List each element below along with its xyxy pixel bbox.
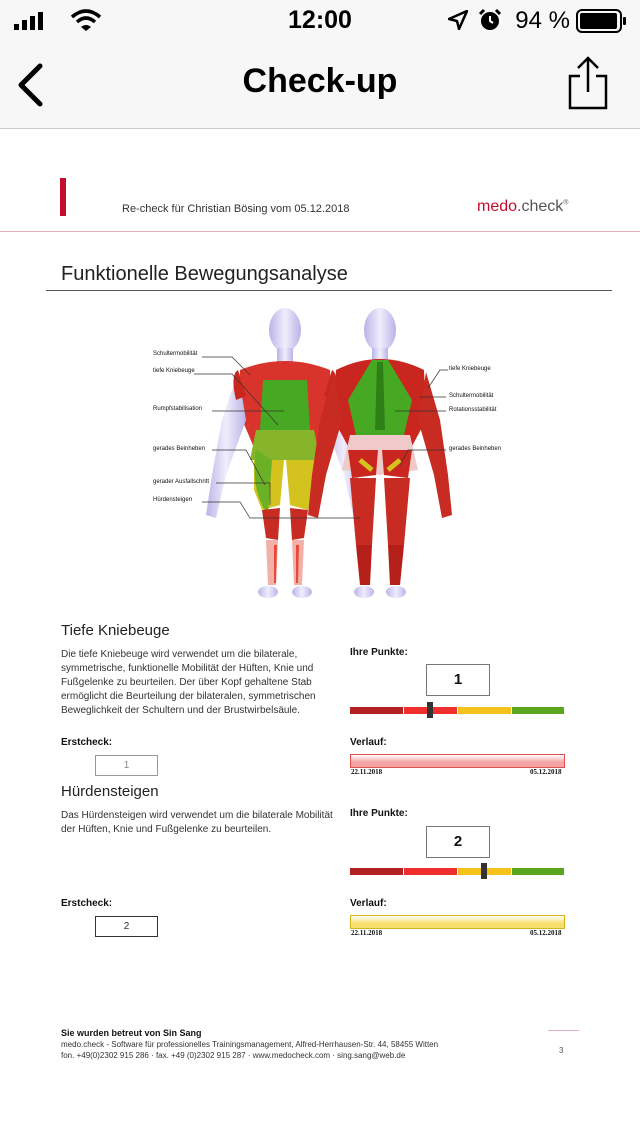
figure-label-left-3: Rumpfstabilisation (153, 406, 203, 412)
figure-label-left-1: Schultermobilität (153, 351, 198, 357)
footer-company: medo.check - Software für professionelles Trainingsmanagement, Alfred-Herrhausen-Str. 44, 58455 Witten (61, 1040, 439, 1049)
share-icon[interactable] (566, 56, 610, 112)
score-scale (350, 868, 564, 875)
figure-label-right-3: Rotationsstabilität (449, 407, 497, 413)
verlauf-to-date: 05.12.2018 (530, 929, 562, 937)
verlauf-bar (350, 915, 565, 929)
header-red-bar (60, 178, 66, 216)
verlauf-label: Verlauf: (350, 737, 387, 748)
back-body (308, 308, 452, 598)
brand-mark: ® (563, 199, 569, 207)
brand-logo (477, 198, 568, 216)
scale-segment-1 (350, 868, 403, 875)
page-number: 3 (559, 1046, 564, 1055)
figure-label-left-2: tiefe Kniebeuge (153, 368, 195, 374)
recheck-header-text: Re-check für Christian Bösing vom 05.12.2018 (122, 203, 350, 215)
footer-trainer: Sie wurden betreut von Sin Sang (61, 1028, 202, 1038)
erstcheck-value-box: 2 (95, 916, 158, 937)
figure-label-left-5: gerader Ausfallschritt (153, 479, 210, 485)
points-label: Ihre Punkte: (350, 647, 408, 658)
points-value-box: 1 (426, 664, 490, 696)
section-divider (46, 290, 612, 291)
alarm-icon (478, 8, 502, 32)
section-title: Funktionelle Bewegungsanalyse (61, 263, 348, 285)
status-time: 12:00 (288, 6, 352, 34)
score-scale (350, 707, 564, 714)
status-bar (0, 0, 640, 40)
score-marker (481, 863, 487, 879)
exercise-title: Tiefe Kniebeuge (61, 622, 170, 639)
figure-label-left-6: Hürdensteigen (153, 497, 193, 503)
figure-label-right-2: Schultermobilität (449, 393, 494, 399)
brand-part2: .check (517, 198, 564, 215)
points-value-box: 2 (426, 826, 490, 858)
score-marker (427, 702, 433, 718)
nav-title: Check-up (242, 62, 398, 100)
scale-segment-4 (512, 868, 564, 875)
scale-segment-1 (350, 707, 403, 714)
scale-segment-4 (512, 707, 564, 714)
scale-segment-2 (404, 868, 457, 875)
battery-percent: 94 % (515, 7, 570, 34)
battery-icon (576, 9, 628, 33)
verlauf-to-date: 05.12.2018 (530, 768, 562, 776)
erstcheck-label: Erstcheck: (61, 737, 113, 748)
exercise-description: Das Hürdensteigen wird verwendet um die bilaterale Mobilität der Hüften, Knie und Fußgelenke zu beurteilen. (61, 810, 333, 835)
brand-part1: medo (477, 198, 518, 215)
footer-contact: fon. +49(0)2302 915 286 · fax. +49 (0)2302 915 287 · www.medocheck.com · sing.sang@web.de (61, 1051, 406, 1060)
footer-divider (548, 1030, 579, 1031)
location-arrow-icon (448, 10, 468, 30)
figure-label-right-4: gerades Beinheben (449, 446, 502, 452)
exercise-title: Hürdensteigen (61, 783, 159, 800)
anatomy-figure (150, 300, 520, 605)
verlauf-label: Verlauf: (350, 898, 387, 909)
erstcheck-value-box: 1 (95, 755, 158, 776)
verlauf-from-date: 22.11.2018 (351, 768, 383, 776)
scale-segment-3 (458, 707, 511, 714)
figure-label-right-1: tiefe Kniebeuge (449, 366, 491, 372)
front-body (206, 308, 364, 598)
figure-label-left-4: gerades Beinheben (153, 446, 206, 452)
verlauf-from-date: 22.11.2018 (351, 929, 383, 937)
erstcheck-label: Erstcheck: (61, 898, 113, 909)
points-label: Ihre Punkte: (350, 808, 408, 819)
exercise-description: Die tiefe Kniebeuge wird verwendet um die bilaterale, symmetrische, funktionelle Mobilität der Hüften, Knie und Fußgelenke zu beurteilen. Der über Kopf gehaltene Stab ermöglicht die Beurteilung der bilateralen, symmetrischen Beweglichkeit der Schultern und der Brustwirbelsäule. (61, 649, 316, 716)
nav-bar (0, 40, 640, 129)
header-divider (0, 231, 640, 232)
verlauf-bar (350, 754, 565, 768)
